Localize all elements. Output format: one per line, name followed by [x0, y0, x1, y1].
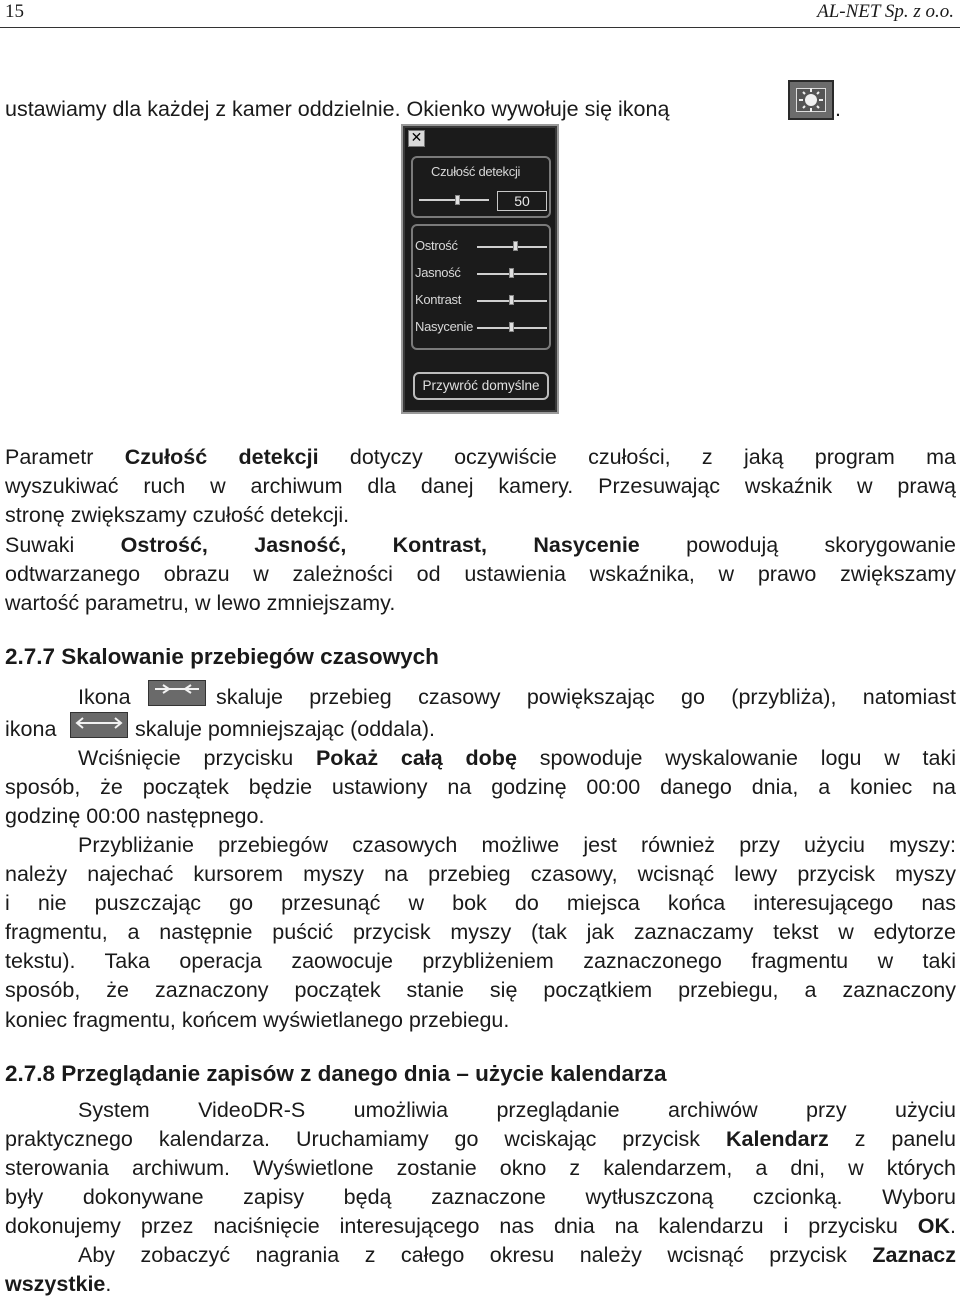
para2-line2: odtwarzanego obrazu w zależności od ustawienia wskaźnika, w prawo zwiększamy [5, 562, 956, 586]
arrows-inward-icon [149, 681, 205, 705]
section-heading-2-7-8: 2.7.8 Przeglądanie zapisów z danego dnia – użycie kalendarza [5, 1061, 667, 1086]
page-header [0, 0, 960, 28]
sensitivity-slider-thumb[interactable] [455, 195, 460, 205]
s278-line7: wszystkie. [5, 1272, 112, 1296]
s277-p2-line2: sposób, że początek będzie ustawiony na godzinę 00:00 danego dnia, a koniec na [5, 775, 956, 799]
intro-period: . [835, 97, 841, 121]
s278-line2: praktycznego kalendarza. Uruchamiamy go wciskając przycisk Kalendarz z panelu [5, 1127, 956, 1151]
para1-line2: wyszukiwać ruch w archiwum dla danej kamery. Przesuwając wskaźnik w prawą [5, 474, 956, 498]
camera-settings-icon [788, 80, 834, 120]
s277-p3-line5: tekstu). Taka operacja zaowocuje przybliżeniem zaznaczonego fragmentu w taki [5, 949, 956, 973]
zoom-in-text-a: Ikona [78, 685, 131, 709]
s278-line6: Aby zobaczyć nagrania z całego okresu należy wcisnąć przycisk Zaznacz [78, 1243, 956, 1267]
s278-line3: sterowania archiwum. Wyświetlone zostanie okno z kalendarzem, a dni, w których [5, 1156, 956, 1180]
para1-line3: stronę zwiększamy czułość detekcji. [5, 503, 350, 527]
s278-line5: dokonujemy przez naciśnięcie interesującego nas dnia na kalendarzu i przycisku OK. [5, 1214, 956, 1238]
slider-label-jasnosc: Jasność [415, 265, 461, 280]
zoom-out-text-a: ikona [5, 717, 57, 741]
slider-label-nasycenie: Nasycenie [415, 319, 473, 334]
intro-text: ustawiamy dla każdej z kamer oddzielnie. Okienko wywołuje się ikoną [5, 97, 670, 121]
close-button[interactable]: ✕ [408, 130, 425, 147]
slider-thumb-ostrosc[interactable] [513, 241, 518, 251]
page-number: 15 [5, 1, 24, 22]
sensitivity-group [411, 156, 551, 218]
s277-p2-line1: Wciśnięcie przycisku Pokaż całą dobę spowoduje wyskalowanie logu w taki [78, 746, 956, 770]
sensitivity-value[interactable]: 50 [497, 191, 547, 211]
sun-icon [790, 82, 832, 118]
slider-label-kontrast: Kontrast [415, 292, 462, 307]
detection-settings-dialog [401, 124, 559, 414]
s277-p3-line4: fragmentu, a następnie puścić przycisk myszy (tak jak zaznaczamy tekst w edytorze [5, 920, 956, 944]
para1-line1: Parametr Czułość detekcji dotyczy oczywiście czułości, z jaką program ma [5, 445, 956, 469]
zoom-out-text-b: skaluje pomniejszając (oddala). [135, 717, 435, 741]
slider-thumb-kontrast[interactable] [509, 295, 514, 305]
arrows-outward-icon [71, 713, 127, 737]
section-heading-2-7-7: 2.7.7 Skalowanie przebiegów czasowych [5, 644, 439, 669]
zoom-out-icon [70, 712, 128, 738]
slider-thumb-nasycenie[interactable] [509, 322, 514, 332]
slider-thumb-jasnosc[interactable] [509, 268, 514, 278]
company-name: AL-NET Sp. z o.o. [817, 1, 954, 22]
s277-p3-line3: i nie puszczając go przesunąć w bok do miejsca końca interesującego nas [5, 891, 956, 915]
para2-line1: Suwaki Ostrość, Jasność, Kontrast, Nasycenie powodują skorygowanie [5, 533, 956, 557]
s277-p2-line3: godzinę 00:00 następnego. [5, 804, 265, 828]
sensitivity-label: Czułość detekcji [431, 164, 521, 179]
zoom-in-text-b: skaluje przebieg czasowy powiększając go (przybliża), natomiast [216, 685, 956, 709]
para2-line3: wartość parametru, w lewo zmniejszamy. [5, 591, 396, 615]
s277-p3-line2: należy najechać kursorem myszy na przebieg czasowy, wcisnąć lewy przycisk myszy [5, 862, 956, 886]
reset-defaults-button[interactable]: Przywróć domyślne [413, 372, 549, 400]
image-adjustment-group [411, 224, 551, 350]
s277-p3-line7: koniec fragmentu, końcem wyświetlanego przebiegu. [5, 1008, 510, 1032]
zoom-in-icon [148, 680, 206, 706]
s278-line4: były dokonywane zapisy będą zaznaczone wytłuszczoną czcionką. Wyboru [5, 1185, 956, 1209]
s277-p3-line6: sposób, że zaznaczony początek stanie się początkiem przebiegu, a zaznaczony [5, 978, 956, 1002]
slider-label-ostrosc: Ostrość [415, 238, 458, 253]
s277-p3-line1: Przybliżanie przebiegów czasowych możliwe jest również przy użyciu myszy: [78, 833, 956, 857]
s278-line1: System VideoDR-S umożliwia przeglądanie archiwów przy użyciu [78, 1098, 956, 1122]
